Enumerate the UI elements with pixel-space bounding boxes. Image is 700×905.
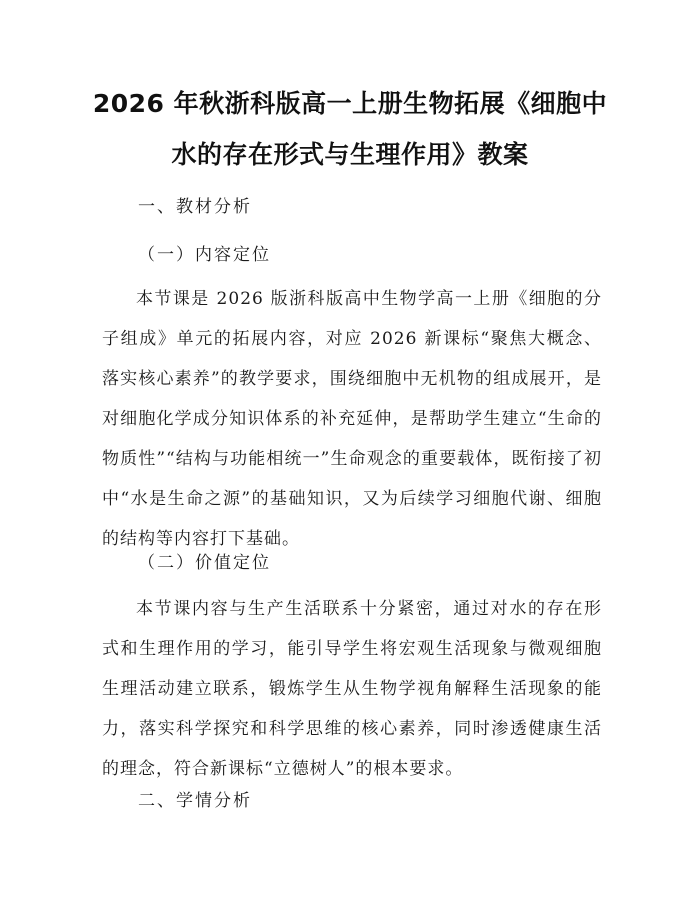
document-title-line1: 2026 年秋浙科版高一上册生物拓展《细胞中 <box>92 89 608 118</box>
subsection-heading-value-position: （二）价值定位 <box>138 553 271 573</box>
paragraph-content-position: 本节课是 2026 版浙科版高中生物学高一上册《细胞的分子组成》单元的拓展内容，对应 2026 新课标“聚焦大概念、落实核心素养”的教学要求，围绕细胞中无机物的组成展开，是对细胞化学成分知识体系的补充延伸，是帮助学生建立“生命的物质性”“结构与功能相统一”生命观念的重要载体，既衔接了初中“水是生命之源”的基础知识，又为后续学习细胞代谢、细胞的结构等内容打下基础。 <box>102 289 602 549</box>
section-heading-textbook-analysis: 一、教材分析 <box>138 197 252 217</box>
document-title-line2: 水的存在形式与生理作用》教案 <box>171 140 529 169</box>
section-heading-student-analysis: 二、学情分析 <box>138 791 252 811</box>
subsection-heading-content-position: （一）内容定位 <box>138 245 271 265</box>
paragraph-value-position: 本节课内容与生产生活联系十分紧密，通过对水的存在形式和生理作用的学习，能引导学生将宏观生活现象与微观细胞生理活动建立联系，锻炼学生从生物学视角解释生活现象的能力，落实科学探究和科学思维的核心素养，同时渗透健康生活的理念，符合新课标“立德树人”的根本要求。 <box>102 599 602 779</box>
